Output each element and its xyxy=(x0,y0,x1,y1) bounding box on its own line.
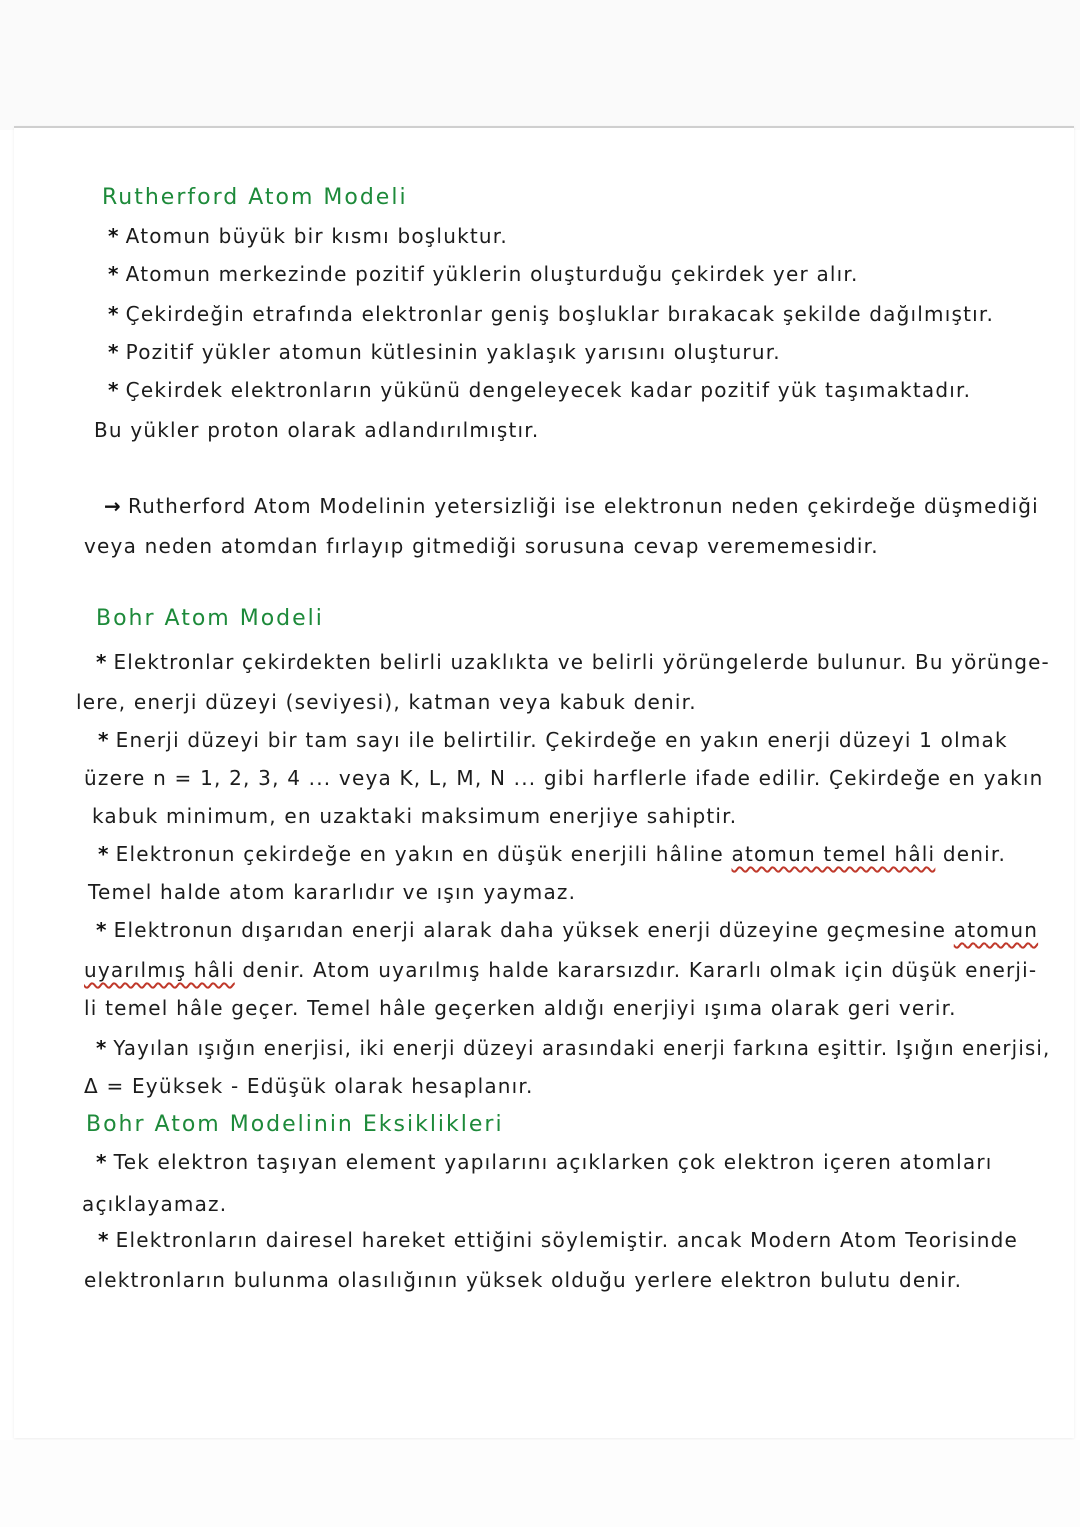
background-bottom xyxy=(0,1440,1080,1527)
list-item: * Pozitif yükler atomun kütlesinin yaklaşık yarısını oluşturur. xyxy=(108,340,781,364)
term-atomun-temel-hali: atomun temel hâli xyxy=(731,842,936,866)
bullet-icon: * xyxy=(98,1228,110,1252)
bullet-icon: * xyxy=(108,262,120,286)
bullet-icon: * xyxy=(108,378,120,402)
paragraph-line: kabuk minimum, en uzaktaki maksimum enerjiye sahiptir. xyxy=(92,804,738,828)
rutherford-note: → Rutherford Atom Modelinin yetersizliği ise elektronun neden çekirdeğe düşmediği xyxy=(104,494,1039,518)
term-uyarilmis-hali: uyarılmış hâli xyxy=(84,958,235,982)
bullet-icon: * xyxy=(98,728,110,752)
paragraph-line: üzere n = 1, 2, 3, 4 ... veya K, L, M, N ... gibi harflerle ifade edilir. Çekirdeğe en yakın xyxy=(84,766,1044,790)
bullet-icon: * xyxy=(96,650,108,674)
bullet-icon: * xyxy=(108,340,120,364)
formula-line: Δ = Eyüksek - Edüşük olarak hesaplanır. xyxy=(84,1074,534,1098)
list-item: * Atomun büyük bir kısmı boşluktur. xyxy=(108,224,508,248)
bohr-flaws-title: Bohr Atom Modelinin Eksiklikleri xyxy=(86,1112,504,1137)
list-item: * Yayılan ışığın enerjisi, iki enerji düzeyi arasındaki enerji farkına eşittir. Işığın enerjisi, xyxy=(96,1036,1051,1060)
rutherford-title: Rutherford Atom Modeli xyxy=(102,185,408,210)
paragraph-line: Temel halde atom kararlıdır ve ışın yaymaz. xyxy=(88,880,577,904)
background-top xyxy=(0,0,1080,130)
list-item: * Çekirdeğin etrafında elektronlar geniş boşluklar bırakacak şekilde dağılmıştır. xyxy=(108,302,995,326)
bullet-icon: * xyxy=(96,1036,108,1060)
paragraph-line: li temel hâle geçer. Temel hâle geçerken aldığı enerjiyi ışıma olarak geri verir. xyxy=(84,996,957,1020)
list-item: * Çekirdek elektronların yükünü dengeleyecek kadar pozitif yük taşımaktadır. xyxy=(108,378,972,402)
list-item: * Enerji düzeyi bir tam sayı ile belirtilir. Çekirdeğe en yakın enerji düzeyi 1 olmak xyxy=(98,728,1008,752)
list-item: * Tek elektron taşıyan element yapılarını açıklarken çok elektron içeren atomları xyxy=(96,1150,993,1174)
list-item: * Elektronun dışarıdan enerji alarak daha yüksek enerji düzeyine geçmesine atomun xyxy=(96,918,1039,942)
paragraph-line: açıklayamaz. xyxy=(82,1192,228,1216)
bullet-icon: * xyxy=(96,1150,108,1174)
list-item: * Elektronlar çekirdekten belirli uzaklıkta ve belirli yörüngelerde bulunur. Bu yörünge- xyxy=(96,650,1050,674)
bullet-icon: * xyxy=(108,302,120,326)
bullet-icon: * xyxy=(108,224,120,248)
list-item: * Elektronun çekirdeğe en yakın en düşük enerjili hâline atomun temel hâli denir. xyxy=(98,842,1007,866)
bullet-icon: * xyxy=(98,842,110,866)
list-item-continuation: Bu yükler proton olarak adlandırılmıştır. xyxy=(94,418,540,442)
bohr-title: Bohr Atom Modeli xyxy=(96,606,324,631)
bullet-icon: * xyxy=(96,918,108,942)
paragraph-line: uyarılmış hâli denir. Atom uyarılmış halde kararsızdır. Kararlı olmak için düşük enerji- xyxy=(84,958,1038,982)
rutherford-note-cont: veya neden atomdan fırlayıp gitmediği sorusuna cevap verememesidir. xyxy=(84,534,879,558)
paragraph-line: elektronların bulunma olasılığının yüksek olduğu yerlere elektron bulutu denir. xyxy=(84,1268,963,1292)
arrow-right-icon: → xyxy=(104,494,122,518)
term-atomun: atomun xyxy=(953,918,1039,942)
list-item: * Atomun merkezinde pozitif yüklerin oluşturduğu çekirdek yer alır. xyxy=(108,262,859,286)
paragraph-line: lere, enerji düzeyi (seviyesi), katman veya kabuk denir. xyxy=(76,690,697,714)
list-item: * Elektronların dairesel hareket ettiğini söylemiştir. ancak Modern Atom Teorisinde xyxy=(98,1228,1018,1252)
